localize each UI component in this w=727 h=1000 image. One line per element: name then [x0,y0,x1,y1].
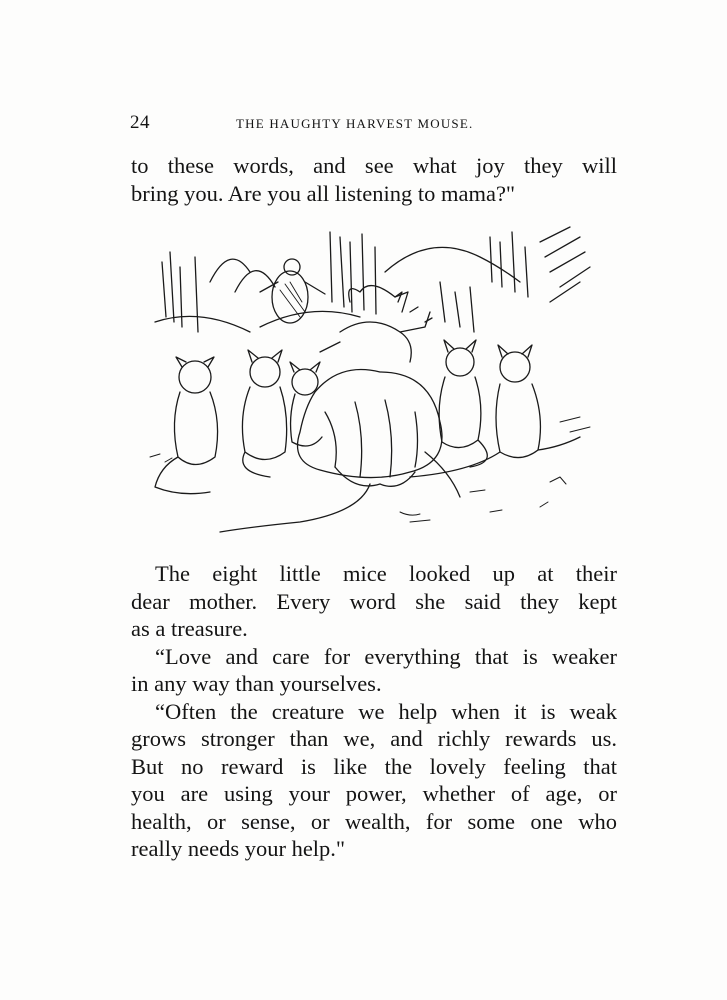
text-line: “Love and care for everything that is weaker [155,643,617,669]
mother-mouse [220,286,460,532]
grass-strokes [155,227,590,332]
text-line: you are using your power, whether of age, or [131,781,617,806]
top-text-block [131,152,617,207]
text-line: grows stronger than we, and richly rewards us. [131,726,617,751]
text-line: The eight little mice looked up at their [155,561,617,586]
paragraph [131,560,617,643]
text-line: really needs your help." [131,836,346,861]
mice-family-illustration [140,222,600,547]
text-line: as a treasure. [131,616,248,641]
text-line: in any way than yourselves. [131,671,382,696]
text-line: to these words, and see what joy they will [131,153,617,178]
text-line: dear mother. Every word she said they kept [131,588,617,614]
page-number: 24 [130,112,150,133]
page-header [130,112,620,140]
little-mice-left [155,350,322,494]
paragraph [131,152,617,207]
running-head: THE HAUGHTY HARVEST MOUSE. [236,116,474,131]
paragraph [131,643,617,698]
text-line: bring you. Are you all listening to mama?" [131,180,516,206]
text-line: health, or sense, or wealth, for some one who [131,808,617,834]
illustration-drawing [140,222,600,547]
paragraph [131,698,617,863]
bottom-text-block [131,560,617,863]
ground-strokes [150,417,590,522]
text-line: “Often the creature we help when it is weak [155,698,617,724]
text-line: But no reward is like the lovely feeling that [131,753,617,779]
distant-mouse [260,259,325,323]
